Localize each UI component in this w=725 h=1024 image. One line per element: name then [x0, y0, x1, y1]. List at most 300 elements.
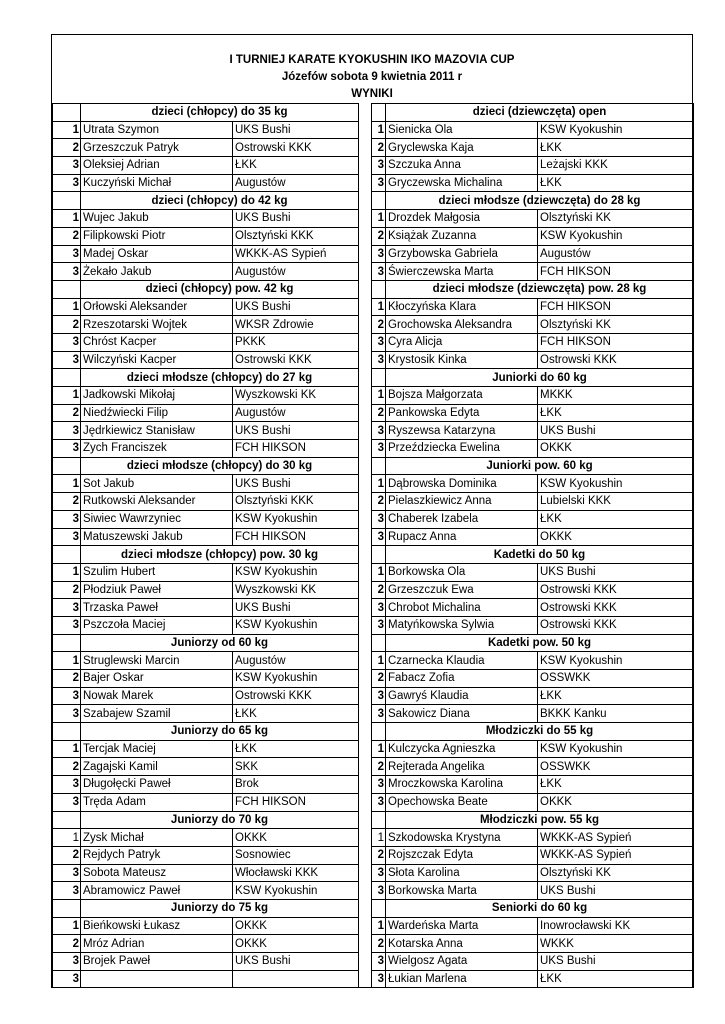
category-row [372, 369, 694, 387]
result-row [372, 687, 694, 705]
club-name: FCH HIKSON [233, 528, 359, 546]
competitor-name: Sobota Mateusz [81, 864, 233, 882]
competitor-name: Opechowska Beate [386, 793, 538, 811]
place-cell: 2 [372, 316, 386, 334]
club-name: Augustów [233, 404, 359, 422]
results-table-right [371, 103, 694, 988]
club-name: UKS Bushi [538, 563, 694, 581]
place-cell: 1 [53, 298, 81, 316]
club-name: UKS Bushi [233, 953, 359, 971]
place-cell: 2 [372, 758, 386, 776]
place-cell: 3 [53, 174, 81, 192]
place-cell: 2 [372, 670, 386, 688]
result-row [53, 121, 359, 139]
result-row [372, 528, 694, 546]
competitor-name: Szabajew Szamil [81, 705, 233, 723]
place-cell: 3 [372, 970, 386, 988]
place-cell: 2 [372, 404, 386, 422]
competitor-name: Niedźwiecki Filip [81, 404, 233, 422]
result-row [53, 298, 359, 316]
category-blank-cell [53, 811, 81, 829]
competitor-name: Bieńkowski Łukasz [81, 917, 233, 935]
result-row [53, 563, 359, 581]
club-name: KSW Kyokushin [233, 510, 359, 528]
tournament-title: I TURNIEJ KARATE KYOKUSHIN IKO MAZOVIA CUP [229, 54, 515, 66]
result-row [372, 298, 694, 316]
place-cell: 3 [53, 333, 81, 351]
club-name: WKKK [538, 935, 694, 953]
club-name: FCH HIKSON [233, 440, 359, 458]
category-row [372, 899, 694, 917]
result-row [372, 245, 694, 263]
result-row [372, 440, 694, 458]
club-name: ŁKK [538, 687, 694, 705]
category-blank-cell [53, 546, 81, 564]
club-name: WKSR Zdrowie [233, 316, 359, 334]
place-cell: 3 [372, 864, 386, 882]
result-row [372, 776, 694, 794]
club-name: KSW Kyokushin [538, 121, 694, 139]
competitor-name: Utrata Szymon [81, 121, 233, 139]
club-name: Augustów [538, 245, 694, 263]
competitor-name: Wilczyński Kacper [81, 351, 233, 369]
club-name: KSW Kyokushin [233, 670, 359, 688]
club-name [233, 970, 359, 988]
competitor-name: Drozdek Małgosia [386, 210, 538, 228]
club-name: Lubielski KKK [538, 493, 694, 511]
competitor-name: Rejdych Patryk [81, 846, 233, 864]
category-row [372, 811, 694, 829]
result-row [372, 157, 694, 175]
category-blank-cell [53, 192, 81, 210]
category-blank-cell [53, 457, 81, 475]
category-title: Kadetki do 50 kg [386, 546, 694, 564]
place-cell: 2 [372, 493, 386, 511]
place-cell: 3 [372, 333, 386, 351]
place-cell: 3 [372, 687, 386, 705]
competitor-name: Chróst Kacper [81, 333, 233, 351]
place-cell: 2 [53, 404, 81, 422]
category-blank-cell [372, 899, 386, 917]
club-name: UKS Bushi [233, 475, 359, 493]
club-name: Ostrowski KKK [538, 616, 694, 634]
result-row [53, 599, 359, 617]
tournament-date: Józefów sobota 9 kwietnia 2011 r [281, 71, 463, 83]
club-name: ŁKK [538, 404, 694, 422]
competitor-name: Dąbrowska Dominika [386, 475, 538, 493]
place-cell: 3 [372, 263, 386, 281]
competitor-name: Madej Oskar [81, 245, 233, 263]
club-name: Olsztyński KK [538, 210, 694, 228]
competitor-name: Fabacz Zofia [386, 670, 538, 688]
place-cell: 3 [53, 687, 81, 705]
place-cell: 2 [372, 227, 386, 245]
club-name: UKS Bushi [233, 599, 359, 617]
club-name: KSW Kyokushin [233, 616, 359, 634]
result-row [53, 846, 359, 864]
result-row [53, 935, 359, 953]
competitor-name: Słota Karolina [386, 864, 538, 882]
result-row [53, 793, 359, 811]
result-row [372, 882, 694, 900]
result-row [372, 316, 694, 334]
club-name: WKKK-AS Sypień [538, 829, 694, 847]
place-cell: 2 [53, 227, 81, 245]
competitor-name: Chrobot Michalina [386, 599, 538, 617]
club-name: ŁKK [538, 174, 694, 192]
club-name: FCH HIKSON [538, 298, 694, 316]
competitor-name: Wardeńska Marta [386, 917, 538, 935]
competitor-name: Szczuka Anna [386, 157, 538, 175]
competitor-name: Matuszewski Jakub [81, 528, 233, 546]
place-cell: 3 [53, 510, 81, 528]
place-cell: 1 [53, 387, 81, 405]
result-row [53, 139, 359, 157]
competitor-name: Zysk Michał [81, 829, 233, 847]
place-cell: 2 [53, 316, 81, 334]
result-row [53, 917, 359, 935]
category-row [53, 634, 359, 652]
result-row [53, 829, 359, 847]
category-row [53, 369, 359, 387]
competitor-name: Abramowicz Paweł [81, 882, 233, 900]
category-blank-cell [53, 104, 81, 122]
result-row [372, 758, 694, 776]
competitor-name: Szulim Hubert [81, 563, 233, 581]
club-name: FCH HIKSON [538, 263, 694, 281]
place-cell: 3 [372, 793, 386, 811]
category-title: dzieci (chłopcy) pow. 42 kg [81, 280, 359, 298]
result-row [53, 157, 359, 175]
category-row [53, 280, 359, 298]
category-row [372, 546, 694, 564]
category-title: dzieci młodsze (dziewczęta) do 28 kg [386, 192, 694, 210]
competitor-name: Mróz Adrian [81, 935, 233, 953]
club-name: UKS Bushi [233, 210, 359, 228]
category-blank-cell [53, 899, 81, 917]
result-row [53, 387, 359, 405]
place-cell: 3 [53, 599, 81, 617]
club-name: KSW Kyokushin [538, 227, 694, 245]
result-row [372, 652, 694, 670]
place-cell: 2 [53, 935, 81, 953]
category-title: dzieci młodsze (dziewczęta) pow. 28 kg [386, 280, 694, 298]
club-name: Ostrowski KKK [538, 581, 694, 599]
place-cell: 1 [372, 829, 386, 847]
club-name: Inowrocławski KK [538, 917, 694, 935]
competitor-name: Bojsza Małgorzata [386, 387, 538, 405]
place-cell: 1 [372, 740, 386, 758]
category-title: Seniorki do 60 kg [386, 899, 694, 917]
place-cell: 2 [53, 581, 81, 599]
club-name: Olsztyński KKK [233, 493, 359, 511]
category-blank-cell [53, 723, 81, 741]
competitor-name: Cyra Alicja [386, 333, 538, 351]
result-row [53, 652, 359, 670]
category-row [372, 192, 694, 210]
competitor-name: Oleksiej Adrian [81, 157, 233, 175]
category-row [53, 546, 359, 564]
club-name: OKKK [538, 793, 694, 811]
results-heading: WYNIKI [351, 88, 393, 100]
result-row [372, 864, 694, 882]
competitor-name: Nowak Marek [81, 687, 233, 705]
place-cell: 3 [372, 882, 386, 900]
place-cell: 3 [372, 351, 386, 369]
result-row [53, 864, 359, 882]
competitor-name: Przeździecka Ewelina [386, 440, 538, 458]
competitor-name: Tercjak Maciej [81, 740, 233, 758]
place-cell: 3 [372, 510, 386, 528]
competitor-name: Gryclewska Kaja [386, 139, 538, 157]
result-row [372, 227, 694, 245]
category-row [53, 104, 359, 122]
place-cell: 3 [53, 157, 81, 175]
category-blank-cell [53, 369, 81, 387]
result-row [53, 333, 359, 351]
competitor-name: Zych Franciszek [81, 440, 233, 458]
place-cell: 1 [372, 121, 386, 139]
place-cell: 2 [372, 846, 386, 864]
competitor-name: Gawryś Klaudia [386, 687, 538, 705]
competitor-name [81, 970, 233, 988]
club-name: KSW Kyokushin [538, 475, 694, 493]
result-row [53, 740, 359, 758]
result-row [372, 387, 694, 405]
place-cell: 1 [53, 475, 81, 493]
result-row [53, 581, 359, 599]
place-cell: 3 [372, 953, 386, 971]
result-row [372, 670, 694, 688]
club-name: UKS Bushi [233, 422, 359, 440]
category-title: Juniorzy do 70 kg [81, 811, 359, 829]
club-name: OSSWKK [538, 670, 694, 688]
result-row [53, 882, 359, 900]
result-row [372, 917, 694, 935]
result-row [372, 121, 694, 139]
place-cell: 3 [372, 157, 386, 175]
competitor-name: Kłoczyńska Klara [386, 298, 538, 316]
club-name: UKS Bushi [538, 882, 694, 900]
place-cell: 3 [53, 422, 81, 440]
category-row [372, 723, 694, 741]
club-name: Leżajski KKK [538, 157, 694, 175]
club-name: OSSWKK [538, 758, 694, 776]
club-name: WKKK-AS Sypień [233, 245, 359, 263]
place-cell: 3 [372, 174, 386, 192]
competitor-name: Grzeszczuk Patryk [81, 139, 233, 157]
club-name: Ostrowski KKK [233, 687, 359, 705]
competitor-name: Jadkowski Mikołaj [81, 387, 233, 405]
place-cell: 2 [53, 139, 81, 157]
result-row [53, 210, 359, 228]
competitor-name: Rojszczak Edyta [386, 846, 538, 864]
result-row [372, 263, 694, 281]
club-name: Sosnowiec [233, 846, 359, 864]
category-title: Juniorzy do 65 kg [81, 723, 359, 741]
result-row [372, 829, 694, 847]
competitor-name: Siwiec Wawrzyniec [81, 510, 233, 528]
club-name: Ostrowski KKK [233, 351, 359, 369]
category-blank-cell [53, 634, 81, 652]
place-cell: 3 [53, 440, 81, 458]
club-name: Wyszkowski KK [233, 387, 359, 405]
club-name: KSW Kyokushin [233, 882, 359, 900]
place-cell: 3 [372, 776, 386, 794]
result-row [53, 970, 359, 988]
result-row [372, 475, 694, 493]
club-name: Olsztyński KK [538, 864, 694, 882]
club-name: OKKK [538, 528, 694, 546]
result-row [53, 227, 359, 245]
document-header [52, 35, 692, 103]
result-row [53, 510, 359, 528]
result-row [372, 581, 694, 599]
category-row [53, 811, 359, 829]
category-blank-cell [372, 280, 386, 298]
place-cell: 1 [372, 652, 386, 670]
club-name: Wyszkowski KK [233, 581, 359, 599]
category-blank-cell [53, 280, 81, 298]
club-name: MKKK [538, 387, 694, 405]
category-title: dzieci (chłopcy) do 42 kg [81, 192, 359, 210]
club-name: KSW Kyokushin [233, 563, 359, 581]
competitor-name: Rzeszotarski Wojtek [81, 316, 233, 334]
competitor-name: Filipkowski Piotr [81, 227, 233, 245]
place-cell: 2 [53, 846, 81, 864]
results-table-left [52, 103, 359, 988]
result-row [53, 475, 359, 493]
place-cell: 1 [53, 563, 81, 581]
category-title: Juniorzy od 60 kg [81, 634, 359, 652]
place-cell: 3 [53, 864, 81, 882]
category-title: Juniorki pow. 60 kg [386, 457, 694, 475]
category-title: dzieci (chłopcy) do 35 kg [81, 104, 359, 122]
competitor-name: Ryszewsa Katarzyna [386, 422, 538, 440]
result-row [53, 705, 359, 723]
result-row [53, 263, 359, 281]
result-row [372, 705, 694, 723]
result-row [53, 316, 359, 334]
club-name: Brok [233, 776, 359, 794]
club-name: ŁKK [538, 776, 694, 794]
club-name: UKS Bushi [538, 422, 694, 440]
category-title: Młodziczki do 55 kg [386, 723, 694, 741]
result-row [372, 970, 694, 988]
result-row [372, 563, 694, 581]
place-cell: 3 [372, 440, 386, 458]
place-cell: 2 [372, 581, 386, 599]
place-cell: 3 [53, 245, 81, 263]
category-title: Juniorki do 60 kg [386, 369, 694, 387]
club-name: UKS Bushi [233, 298, 359, 316]
category-row [372, 457, 694, 475]
competitor-name: Grzybowska Gabriela [386, 245, 538, 263]
place-cell: 3 [53, 705, 81, 723]
club-name: Włocławski KKK [233, 864, 359, 882]
club-name: UKS Bushi [233, 121, 359, 139]
category-row [53, 723, 359, 741]
club-name: Ostrowski KKK [538, 351, 694, 369]
category-blank-cell [372, 104, 386, 122]
result-row [372, 333, 694, 351]
competitor-name: Rejterada Angelika [386, 758, 538, 776]
competitor-name: Płodziuk Paweł [81, 581, 233, 599]
place-cell: 2 [53, 670, 81, 688]
result-row [53, 404, 359, 422]
category-title: Juniorzy do 75 kg [81, 899, 359, 917]
place-cell: 3 [53, 793, 81, 811]
place-cell: 1 [53, 740, 81, 758]
place-cell: 3 [53, 776, 81, 794]
category-row [372, 280, 694, 298]
competitor-name: Borkowska Marta [386, 882, 538, 900]
competitor-name: Krystosik Kinka [386, 351, 538, 369]
place-cell: 1 [372, 563, 386, 581]
competitor-name: Brojek Paweł [81, 953, 233, 971]
place-cell: 2 [53, 493, 81, 511]
competitor-name: Trędа Adam [81, 793, 233, 811]
club-name: UKS Bushi [538, 953, 694, 971]
competitor-name: Trzaska Paweł [81, 599, 233, 617]
place-cell: 1 [53, 829, 81, 847]
club-name: ŁKK [233, 705, 359, 723]
category-title: Kadetki pow. 50 kg [386, 634, 694, 652]
competitor-name: Borkowska Ola [386, 563, 538, 581]
place-cell: 3 [53, 263, 81, 281]
club-name: ŁKK [538, 970, 694, 988]
club-name: Olsztyński KK [538, 316, 694, 334]
club-name: Augustów [233, 263, 359, 281]
category-blank-cell [372, 457, 386, 475]
result-row [53, 174, 359, 192]
category-row [53, 192, 359, 210]
category-title: Młodziczki pow. 55 kg [386, 811, 694, 829]
result-row [53, 351, 359, 369]
place-cell: 3 [53, 970, 81, 988]
competitor-name: Sienicka Ola [386, 121, 538, 139]
result-row [53, 422, 359, 440]
category-blank-cell [372, 723, 386, 741]
club-name: ŁKK [233, 740, 359, 758]
place-cell: 1 [372, 298, 386, 316]
category-blank-cell [372, 546, 386, 564]
competitor-name: Jędrkiewicz Stanisław [81, 422, 233, 440]
result-row [372, 493, 694, 511]
result-row [372, 510, 694, 528]
club-name: FCH HIKSON [233, 793, 359, 811]
competitor-name: Bajer Oskar [81, 670, 233, 688]
competitor-name: Rutkowski Aleksander [81, 493, 233, 511]
place-cell: 1 [53, 652, 81, 670]
place-cell: 2 [372, 139, 386, 157]
result-row [53, 493, 359, 511]
place-cell: 3 [372, 245, 386, 263]
competitor-name: Wielgosz Agata [386, 953, 538, 971]
club-name: SKK [233, 758, 359, 776]
place-cell: 1 [372, 917, 386, 935]
competitor-name: Gryczewska Michalina [386, 174, 538, 192]
category-blank-cell [372, 811, 386, 829]
club-name: Ostrowski KKK [538, 599, 694, 617]
results-sheet [51, 34, 693, 988]
result-row [53, 758, 359, 776]
club-name: KSW Kyokushin [538, 740, 694, 758]
result-row [372, 740, 694, 758]
competitor-name: Zagajski Kamil [81, 758, 233, 776]
competitor-name: Sakowicz Diana [386, 705, 538, 723]
competitor-name: Grzeszczuk Ewa [386, 581, 538, 599]
